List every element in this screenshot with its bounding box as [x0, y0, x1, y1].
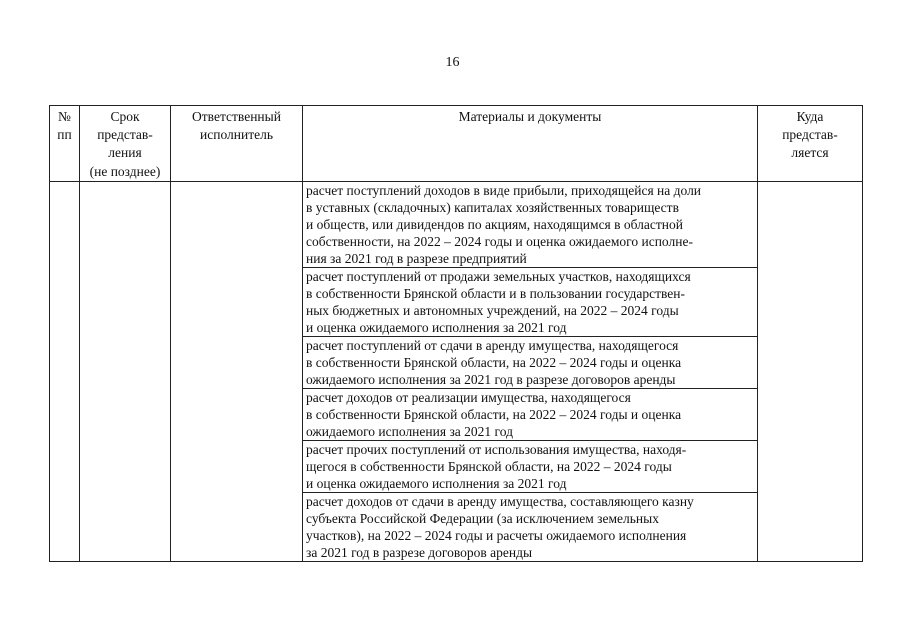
header-materials: Материалы и документы	[303, 106, 758, 182]
material-item: расчет поступлений доходов в виде прибыли, приходящейся на доли в уставных (складочных) капиталах хозяйственных товариществ и обществ, или дивидендов по акциям, находящимся в областной собственности, на 2022 – 2024 годы и оценка ожидаемого исполне- ния за 2021 год в разрезе предприятий	[303, 181, 758, 267]
header-term: Срок представ- ления (не позднее)	[80, 106, 171, 182]
material-item: расчет прочих поступлений от использования имущества, находя- щегося в собственности Брянской области, на 2022 – 2024 годы и оценка ожидаемого исполнения за 2021 год	[303, 440, 758, 492]
materials-table	[49, 105, 863, 562]
material-item: расчет доходов от сдачи в аренду имущества, составляющего казну субъекта Российской Федерации (за исключением земельных участков), на 2022 – 2024 годы и расчеты ожидаемого исполнения за 2021 год в разрезе договоров аренды	[303, 492, 758, 561]
table-header-row	[50, 106, 863, 182]
header-num: № пп	[50, 106, 80, 182]
header-destination: Куда представ- ляется	[758, 106, 863, 182]
num-cell	[50, 181, 80, 561]
destination-cell	[758, 181, 863, 561]
material-item: расчет доходов от реализации имущества, находящегося в собственности Брянской области, на 2022 – 2024 годы и оценка ожидаемого исполнения за 2021 год	[303, 388, 758, 440]
term-cell	[80, 181, 171, 561]
executor-cell	[171, 181, 303, 561]
material-item: расчет поступлений от сдачи в аренду имущества, находящегося в собственности Брянской области, на 2022 – 2024 годы и оценка ожидаемого исполнения за 2021 год в разрезе договоров аренды	[303, 336, 758, 388]
material-item: расчет поступлений от продажи земельных участков, находящихся в собственности Брянской области и в пользовании государствен- ных бюджетных и автономных учреждений, на 2022 – 2024 годы и оценка ожидаемого исполнения за 2021 год	[303, 267, 758, 336]
table-row	[50, 181, 863, 267]
page-number: 16	[445, 55, 460, 70]
header-executor: Ответственный исполнитель	[171, 106, 303, 182]
